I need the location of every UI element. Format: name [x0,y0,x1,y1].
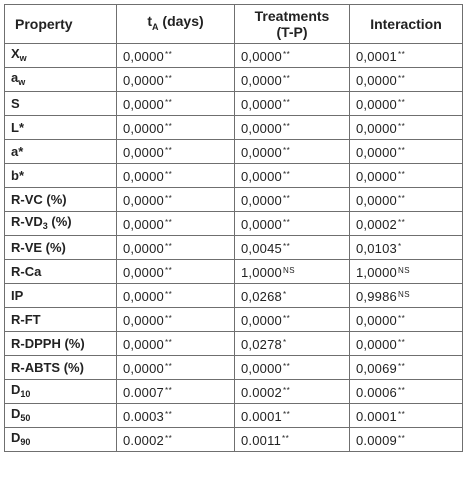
interaction-value: 0,0103 [356,240,397,256]
interaction-value: 0,0000 [356,336,397,352]
property-name: D [11,429,21,445]
time-value: 0,0000 [123,48,164,64]
property-name: R-VD [11,213,43,229]
time-value: 0,0000 [123,240,164,256]
time-value: 0,0000 [123,120,164,136]
treatments-value: 0,0000 [241,96,282,112]
time-value: 0,0000 [123,216,164,232]
significance-marker: ** [397,145,406,155]
treatments-value: 0,0045 [241,240,282,256]
time-value-cell [117,284,235,308]
treatments-value: 0,0268 [241,288,282,304]
property-name: L* [11,119,24,135]
interaction-value-cell [350,92,463,116]
time-value-cell [117,188,235,212]
interaction-value-cell [350,236,463,260]
treatments-value: 0,0000 [241,144,282,160]
significance-marker: ** [397,49,406,59]
significance-marker: ** [397,361,406,371]
property-subscript: 3 [42,220,48,231]
significance-marker: ** [282,217,291,227]
interaction-value: 0.0009 [356,432,397,448]
table-row [5,404,463,428]
time-value-cell [117,236,235,260]
time-value-cell [117,68,235,92]
time-value: 0,0000 [123,192,164,208]
treatments-value: 0,0000 [241,360,282,376]
property-name: b* [11,167,24,183]
time-value-cell [117,260,235,284]
property-cell [5,140,117,164]
significance-marker: ** [397,73,406,83]
significance-marker: ** [282,361,291,371]
significance-marker: ** [397,337,406,347]
property-name: D [11,381,21,397]
property-cell [5,116,117,140]
property-subscript: w [18,76,26,87]
significance-marker: ** [164,121,173,131]
significance-marker: ** [282,433,290,443]
significance-marker: ** [282,409,291,419]
property-name: IP [11,287,24,303]
table-row [5,212,463,236]
interaction-value: 0,0069 [356,360,397,376]
treatments-value: 0.0001 [241,408,282,424]
interaction-value: 0,0001 [356,48,397,64]
table-row [5,92,463,116]
interaction-value: 0,0000 [356,72,397,88]
treatments-value-cell [235,188,350,212]
significance-table [4,4,463,452]
header-time-rest: (days) [158,13,204,29]
significance-marker: ** [164,265,173,275]
interaction-value: 0,0000 [356,144,397,160]
significance-marker: ** [397,433,406,443]
table-row [5,284,463,308]
table-row [5,44,463,68]
treatments-value-cell [235,44,350,68]
header-row [5,5,463,44]
significance-marker: ** [164,193,173,203]
property-name: R-VC (%) [11,191,67,207]
interaction-value-cell [350,308,463,332]
interaction-value: 0,0000 [356,120,397,136]
property-name: R-Ca [11,263,42,279]
interaction-value-cell [350,68,463,92]
significance-marker: ** [164,97,173,107]
significance-marker: ** [282,73,291,83]
significance-marker: ** [164,73,173,83]
treatments-value: 0,0000 [241,120,282,136]
treatments-value: 0,0278 [241,336,282,352]
table-row [5,260,463,284]
significance-marker: ** [164,385,173,395]
treatments-value: 0,0000 [241,72,282,88]
time-value: 0,0000 [123,72,164,88]
treatments-value-cell [235,164,350,188]
treatments-value: 0,0000 [241,216,282,232]
property-subscript: 50 [20,412,31,423]
property-name: R-FT [11,311,41,327]
treatments-value-cell [235,140,350,164]
time-value-cell [117,44,235,68]
significance-marker: ** [282,241,291,251]
treatments-value-cell [235,284,350,308]
table-row [5,68,463,92]
header-time-sub: A [152,22,159,32]
time-value: 0,0000 [123,96,164,112]
interaction-value-cell [350,260,463,284]
treatments-value-cell [235,92,350,116]
property-cell [5,428,117,452]
property-subscript: w [19,52,27,63]
treatments-value-cell [235,212,350,236]
time-value: 0,0000 [123,312,164,328]
significance-marker: NS [397,265,411,275]
significance-marker: ** [164,169,173,179]
interaction-value-cell [350,404,463,428]
property-cell [5,380,117,404]
time-value-cell [117,404,235,428]
table-body [5,44,463,452]
time-value: 0,0000 [123,264,164,280]
time-value: 0,0000 [123,168,164,184]
significance-marker: ** [282,193,291,203]
property-cell [5,404,117,428]
property-name: a [11,69,19,85]
interaction-value-cell [350,116,463,140]
treatments-value: 0.0011 [241,432,281,448]
interaction-value: 0,0000 [356,168,397,184]
interaction-value: 0,0000 [356,312,397,328]
property-cell [5,356,117,380]
significance-marker: ** [164,49,173,59]
interaction-value: 0.0001 [356,408,397,424]
property-cell [5,284,117,308]
significance-marker: ** [282,145,291,155]
treatments-value: 0,0000 [241,192,282,208]
header-treatments-line1: Treatments [254,8,330,24]
property-unit: (%) [47,213,72,229]
treatments-value: 0,0000 [241,48,282,64]
treatments-value-cell [235,260,350,284]
time-value-cell [117,116,235,140]
treatments-value-cell [235,404,350,428]
property-cell [5,236,117,260]
interaction-value-cell [350,332,463,356]
header-treatments-line2: (T-P) [276,24,308,40]
treatments-value-cell [235,380,350,404]
interaction-value: 0,9986 [356,288,397,304]
table-row [5,188,463,212]
significance-marker: ** [282,169,291,179]
property-cell [5,260,117,284]
interaction-value: 0.0006 [356,384,397,400]
significance-marker: * [282,289,287,299]
property-subscript: 90 [20,436,31,447]
time-value-cell [117,212,235,236]
significance-marker: ** [397,193,406,203]
time-value: 0.0002 [123,432,164,448]
property-subscript: 10 [20,388,31,399]
property-cell [5,308,117,332]
interaction-value-cell [350,356,463,380]
property-name: R-DPPH (%) [11,335,85,351]
interaction-value: 1,0000 [356,264,397,280]
significance-marker: ** [282,49,291,59]
interaction-value-cell [350,380,463,404]
time-value-cell [117,308,235,332]
property-cell [5,92,117,116]
interaction-value: 0,0000 [356,96,397,112]
treatments-value-cell [235,332,350,356]
interaction-value-cell [350,284,463,308]
significance-marker: ** [282,121,291,131]
time-value-cell [117,92,235,116]
interaction-value-cell [350,428,463,452]
significance-marker: ** [164,433,173,443]
treatments-value: 1,0000 [241,264,282,280]
significance-marker: ** [282,313,291,323]
interaction-value-cell [350,188,463,212]
property-name: X [11,45,20,61]
table-row [5,164,463,188]
table-row [5,380,463,404]
time-value-cell [117,428,235,452]
treatments-value-cell [235,236,350,260]
header-interaction: Interaction [350,5,463,44]
time-value: 0,0000 [123,288,164,304]
significance-marker: ** [282,97,291,107]
significance-marker: ** [397,121,406,131]
property-name: a* [11,143,24,159]
time-value-cell [117,356,235,380]
property-cell [5,332,117,356]
property-name: D [11,405,21,421]
significance-marker: ** [164,337,173,347]
time-value-cell [117,140,235,164]
treatments-value-cell [235,68,350,92]
time-value: 0.0003 [123,408,164,424]
significance-marker: ** [397,409,406,419]
property-name: S [11,95,20,111]
significance-marker: ** [164,409,173,419]
significance-marker: NS [282,265,296,275]
header-time [117,5,235,44]
significance-marker: ** [164,217,173,227]
property-cell [5,44,117,68]
treatments-value: 0.0002 [241,384,282,400]
header-time-main: t [147,13,153,29]
property-cell [5,164,117,188]
property-cell [5,212,117,236]
time-value: 0,0000 [123,336,164,352]
header-treatments [235,5,350,44]
time-value: 0,0000 [123,360,164,376]
significance-marker: ** [397,313,406,323]
treatments-value: 0,0000 [241,168,282,184]
significance-marker: ** [164,313,173,323]
interaction-value-cell [350,212,463,236]
treatments-value-cell [235,308,350,332]
treatments-value-cell [235,116,350,140]
property-name: R-ABTS (%) [11,359,84,375]
treatments-value-cell [235,428,350,452]
time-value: 0.0007 [123,384,164,400]
significance-marker: * [282,337,287,347]
significance-marker: ** [164,145,173,155]
interaction-value-cell [350,44,463,68]
interaction-value-cell [350,164,463,188]
table-row [5,116,463,140]
significance-marker: ** [397,169,406,179]
property-name: R-VE (%) [11,239,66,255]
significance-marker: ** [397,385,406,395]
significance-marker: NS [397,289,411,299]
significance-marker: ** [282,385,291,395]
property-cell [5,68,117,92]
treatments-value: 0,0000 [241,312,282,328]
significance-marker: ** [164,241,173,251]
header-property: Property [5,5,117,44]
table-row [5,428,463,452]
table-row [5,356,463,380]
treatments-value-cell [235,356,350,380]
table-row [5,308,463,332]
significance-marker: ** [397,97,406,107]
time-value-cell [117,164,235,188]
significance-marker: ** [397,217,406,227]
significance-marker: ** [164,289,173,299]
interaction-value: 0,0002 [356,216,397,232]
table-row [5,236,463,260]
time-value-cell [117,332,235,356]
table-row [5,332,463,356]
significance-marker: ** [164,361,173,371]
time-value: 0,0000 [123,144,164,160]
significance-marker: * [397,241,402,251]
interaction-value: 0,0000 [356,192,397,208]
property-cell [5,188,117,212]
interaction-value-cell [350,140,463,164]
table-row [5,140,463,164]
time-value-cell [117,380,235,404]
